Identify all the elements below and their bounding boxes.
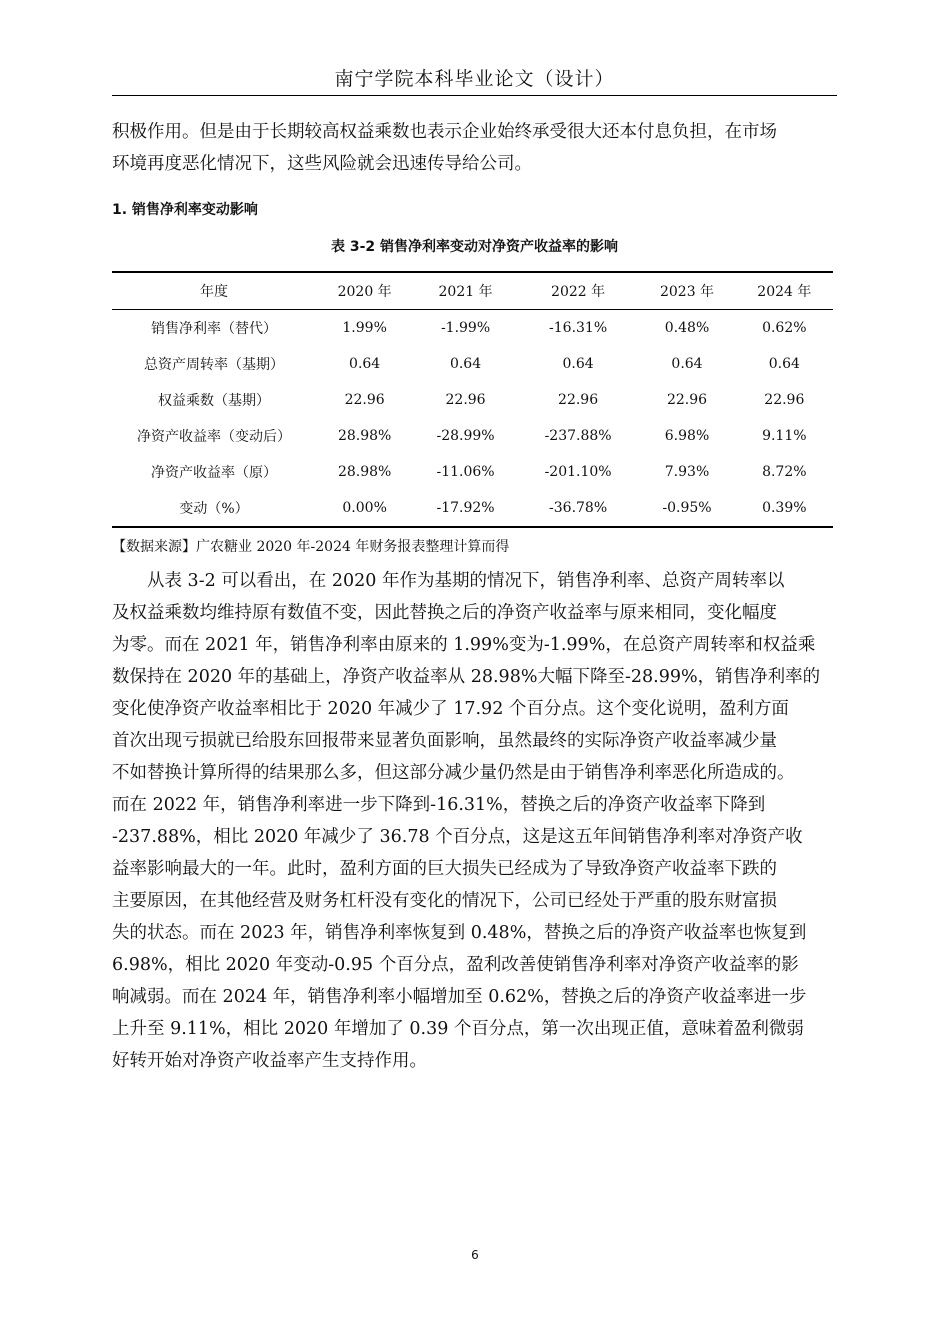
table-cell: -11.06% [436, 464, 495, 480]
table-cell: -1.99% [440, 320, 491, 336]
column-header: 年度 [112, 272, 316, 310]
row-label: 权益乘数（基期） [158, 393, 270, 409]
column-header: 2021 年 [413, 272, 518, 310]
text-line: 响减弱。而在 2024 年，销售净利率小幅增加至 0.62%，替换之后的净资产收益率进一步 [112, 987, 807, 1007]
text-line: 而在 2022 年，销售净利率进一步下降到-16.31%，替换之后的净资产收益率下降到 [112, 795, 766, 815]
table-cell: 0.64 [768, 356, 800, 372]
table-cell: 22.96 [666, 392, 708, 408]
table-header-row [112, 272, 833, 310]
row-label: 总资产周转率（基期） [144, 357, 284, 373]
table-cell: -28.99% [436, 428, 495, 444]
table-cell: -0.95% [638, 490, 735, 527]
table-row [112, 454, 833, 490]
table-cell: 28.98% [337, 464, 392, 480]
text-line: 及权益乘数均维持原有数值不变，因此替换之后的净资产收益率与原来相同，变化幅度 [112, 603, 777, 623]
table-cell: 0.64 [449, 356, 482, 372]
table-row [112, 382, 833, 418]
table-cell: 22.96 [558, 392, 599, 408]
table-cell: 28.98% [337, 428, 392, 444]
text-line: 不如替换计算所得的结果那么多，但这部分减少量仍然是由于销售净利率恶化所造成的。 [112, 763, 795, 783]
table-cell: 22.96 [764, 392, 805, 408]
table-cell: 22.96 [445, 392, 486, 408]
table-cell: -17.92% [413, 490, 518, 527]
table-cell: 0.00% [316, 490, 413, 527]
intro-paragraph [112, 116, 837, 180]
text-line: 数保持在 2020 年的基础上，净资产收益率从 28.98%大幅下降至-28.99%，销售净利率的 [112, 667, 821, 687]
table-cell: -36.78% [518, 490, 639, 527]
analysis-paragraph [112, 565, 837, 1077]
table-row [112, 418, 833, 454]
table-cell: 8.72% [762, 464, 807, 480]
text-line: 主要原因，在其他经营及财务杠杆没有变化的情况下，公司已经处于严重的股东财富损 [112, 891, 777, 911]
table-cell: 0.48% [664, 320, 710, 336]
data-table [112, 271, 833, 528]
page-number: 6 [471, 1248, 479, 1262]
table-cell: 0.64 [562, 356, 594, 372]
text-line: 为零。而在 2021 年，销售净利率由原来的 1.99%变为-1.99%，在总资产周转率和权益乘 [112, 635, 816, 655]
table-cell: 6.98% [664, 428, 710, 444]
table-row [112, 310, 833, 347]
table-cell: 9.11% [762, 428, 807, 444]
text-line: -237.88%，相比 2020 年减少了 36.78 个百分点，这是这五年间销售净利率对净资产收 [112, 827, 803, 847]
row-label: 销售净利率（替代） [151, 321, 277, 337]
table-caption: 表 3-2 销售净利率变动对净资产收益率的影响 [330, 239, 619, 255]
table-cell: 22.96 [344, 392, 385, 408]
text-line: 上升至 9.11%，相比 2020 年增加了 0.39 个百分点，第一次出现正值，意味着盈利微弱 [112, 1019, 804, 1039]
text-line: 变化使净资产收益率相比于 2020 年减少了 17.92 个百分点。这个变化说明，盈利方面 [112, 699, 789, 719]
text-line: 从表 3-2 可以看出，在 2020 年作为基期的情况下，销售净利率、总资产周转率以 [112, 571, 785, 591]
table-source-note: 【数据来源】广农糖业 2020 年-2024 年财务报表整理计算而得 [112, 539, 510, 555]
text-line: 失的状态。而在 2023 年，销售净利率恢复到 0.48%，替换之后的净资产收益率也恢复到 [112, 923, 807, 943]
text-line: 首次出现亏损就已给股东回报带来显著负面影响，虽然最终的实际净资产收益率减少量 [112, 731, 777, 751]
table-cell: 0.64 [349, 356, 381, 372]
row-label: 净资产收益率（原） [151, 465, 277, 481]
table-cell: -201.10% [544, 464, 612, 480]
row-label: 净资产收益率（变动后） [137, 429, 291, 445]
table-cell: 0.62% [762, 320, 807, 336]
table-row [112, 490, 833, 527]
table-cell: 0.39% [736, 490, 833, 527]
table-cell: 0.64 [671, 356, 703, 372]
table-cell: 7.93% [664, 464, 710, 480]
table-cell: 1.99% [342, 320, 387, 336]
column-header: 2022 年 [518, 272, 639, 310]
section-title: 1. 销售净利率变动影响 [112, 202, 258, 218]
page-header: 南宁学院本科毕业论文（设计） [112, 64, 837, 96]
column-header: 2020 年 [316, 272, 413, 310]
text-line: 好转开始对净资产收益率产生支持作用。 [112, 1051, 427, 1071]
table-cell: -237.88% [544, 428, 612, 444]
text-line: 益率影响最大的一年。此时，盈利方面的巨大损失已经成为了导致净资产收益率下跌的 [112, 859, 777, 879]
text-line: 环境再度恶化情况下，这些风险就会迅速传导给公司。 [112, 154, 532, 174]
text-line: 积极作用。但是由于长期较高权益乘数也表示企业始终承受很大还本付息负担，在市场 [112, 122, 777, 142]
column-header: 2024 年 [736, 272, 833, 310]
row-label: 变动（%） [112, 490, 316, 527]
column-header: 2023 年 [638, 272, 735, 310]
table-cell: -16.31% [549, 320, 608, 336]
text-line: 6.98%，相比 2020 年变动-0.95 个百分点，盈利改善使销售净利率对净资产收益率的影 [112, 955, 799, 975]
table-row [112, 346, 833, 382]
